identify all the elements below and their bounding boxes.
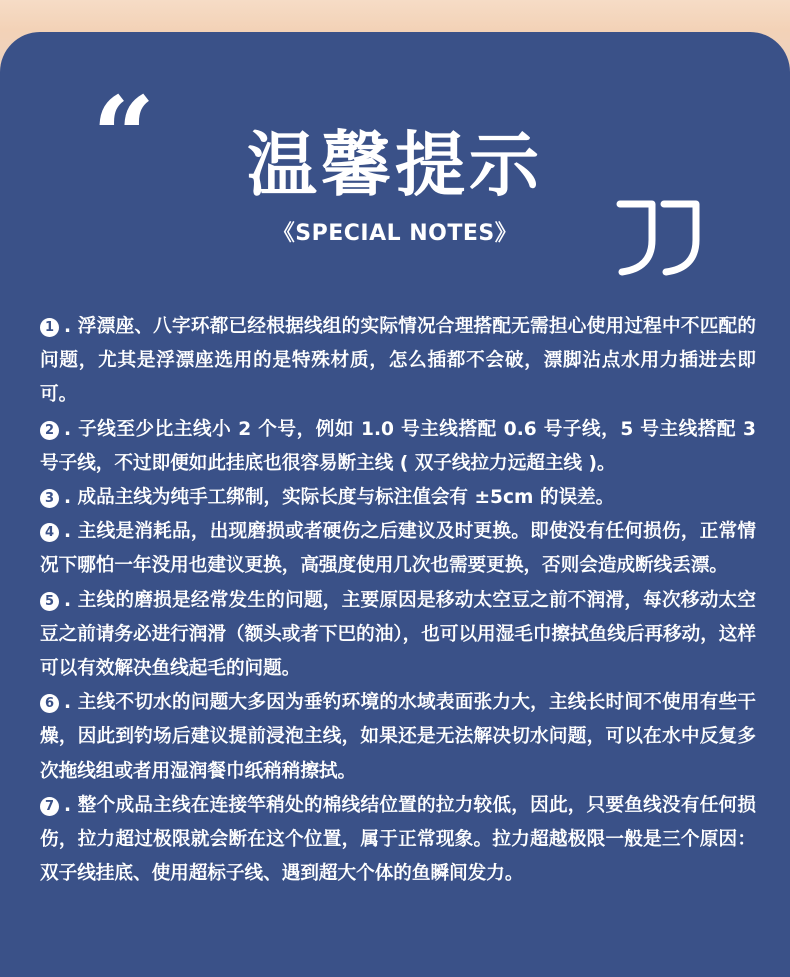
page-title: 温馨提示 — [247, 124, 543, 206]
note-item — [40, 686, 756, 789]
note-number-badge: 4 — [40, 523, 59, 542]
note-item — [40, 789, 756, 892]
notes-list — [40, 310, 756, 891]
note-number-badge: 2 — [40, 421, 59, 440]
note-text: . 成品主线为纯手工绑制，实际长度与标注值会有 ±5cm 的误差。 — [64, 487, 615, 509]
note-text: . 主线的磨损是经常发生的问题，主要原因是移动太空豆之前不润滑，每次移动太空豆之前请务必进行润滑（额头或者下巴的油），也可以用湿毛巾擦拭鱼线后再移动，这样可以有效解决鱼线起毛的问题。 — [40, 589, 756, 680]
note-text: . 主线不切水的问题大多因为垂钓环境的水域表面张力大，主线长时间不使用有些干燥，因此到钓场后建议提前浸泡主线，如果还是无法解决切水问题，可以在水中反复多次拖线组或者用湿润餐巾纸稍稍擦拭。 — [40, 692, 756, 782]
close-quote-icon — [612, 200, 702, 276]
note-text: . 子线至少比主线小 2 个号，例如 1.0 号主线搭配 0.6 号子线，5 号主线搭配 3 号子线，不过即便如此挂底也很容易断主线 ( 双子线拉力远超主线 )。 — [40, 418, 756, 474]
notes-card — [0, 32, 790, 977]
note-item — [40, 413, 756, 481]
note-text: . 整个成品主线在连接竿稍处的棉线结位置的拉力较低，因此，只要鱼线没有任何损伤，拉力超过极限就会断在这个位置，属于正常现象。拉力超越极限一般是三个原因：双子线挂底、使用超标子线、遇到超大个体的鱼瞬间发力。 — [40, 794, 756, 885]
open-quote-icon: “ — [92, 72, 156, 201]
note-item — [40, 584, 756, 687]
note-number-badge: 5 — [40, 592, 59, 611]
note-item — [40, 481, 756, 515]
note-number-badge: 3 — [40, 489, 59, 508]
note-text: . 主线是消耗品，出现磨损或者硬伤之后建议及时更换。即使没有任何损伤，正常情况下哪怕一年没用也建议更换，高强度使用几次也需要更换，否则会造成断线丢漂。 — [40, 521, 756, 577]
note-text: . 浮漂座、八字环都已经根据线组的实际情况合理搭配无需担心使用过程中不匹配的问题，尤其是浮漂座选用的是特殊材质，怎么插都不会破，漂脚沾点水用力插进去即可。 — [40, 316, 756, 406]
note-number-badge: 6 — [40, 694, 59, 713]
note-number-badge: 1 — [40, 318, 59, 337]
note-item — [40, 310, 756, 413]
note-item — [40, 515, 756, 583]
page-subtitle: 《SPECIAL NOTES》 — [272, 221, 518, 246]
note-number-badge: 7 — [40, 797, 59, 816]
